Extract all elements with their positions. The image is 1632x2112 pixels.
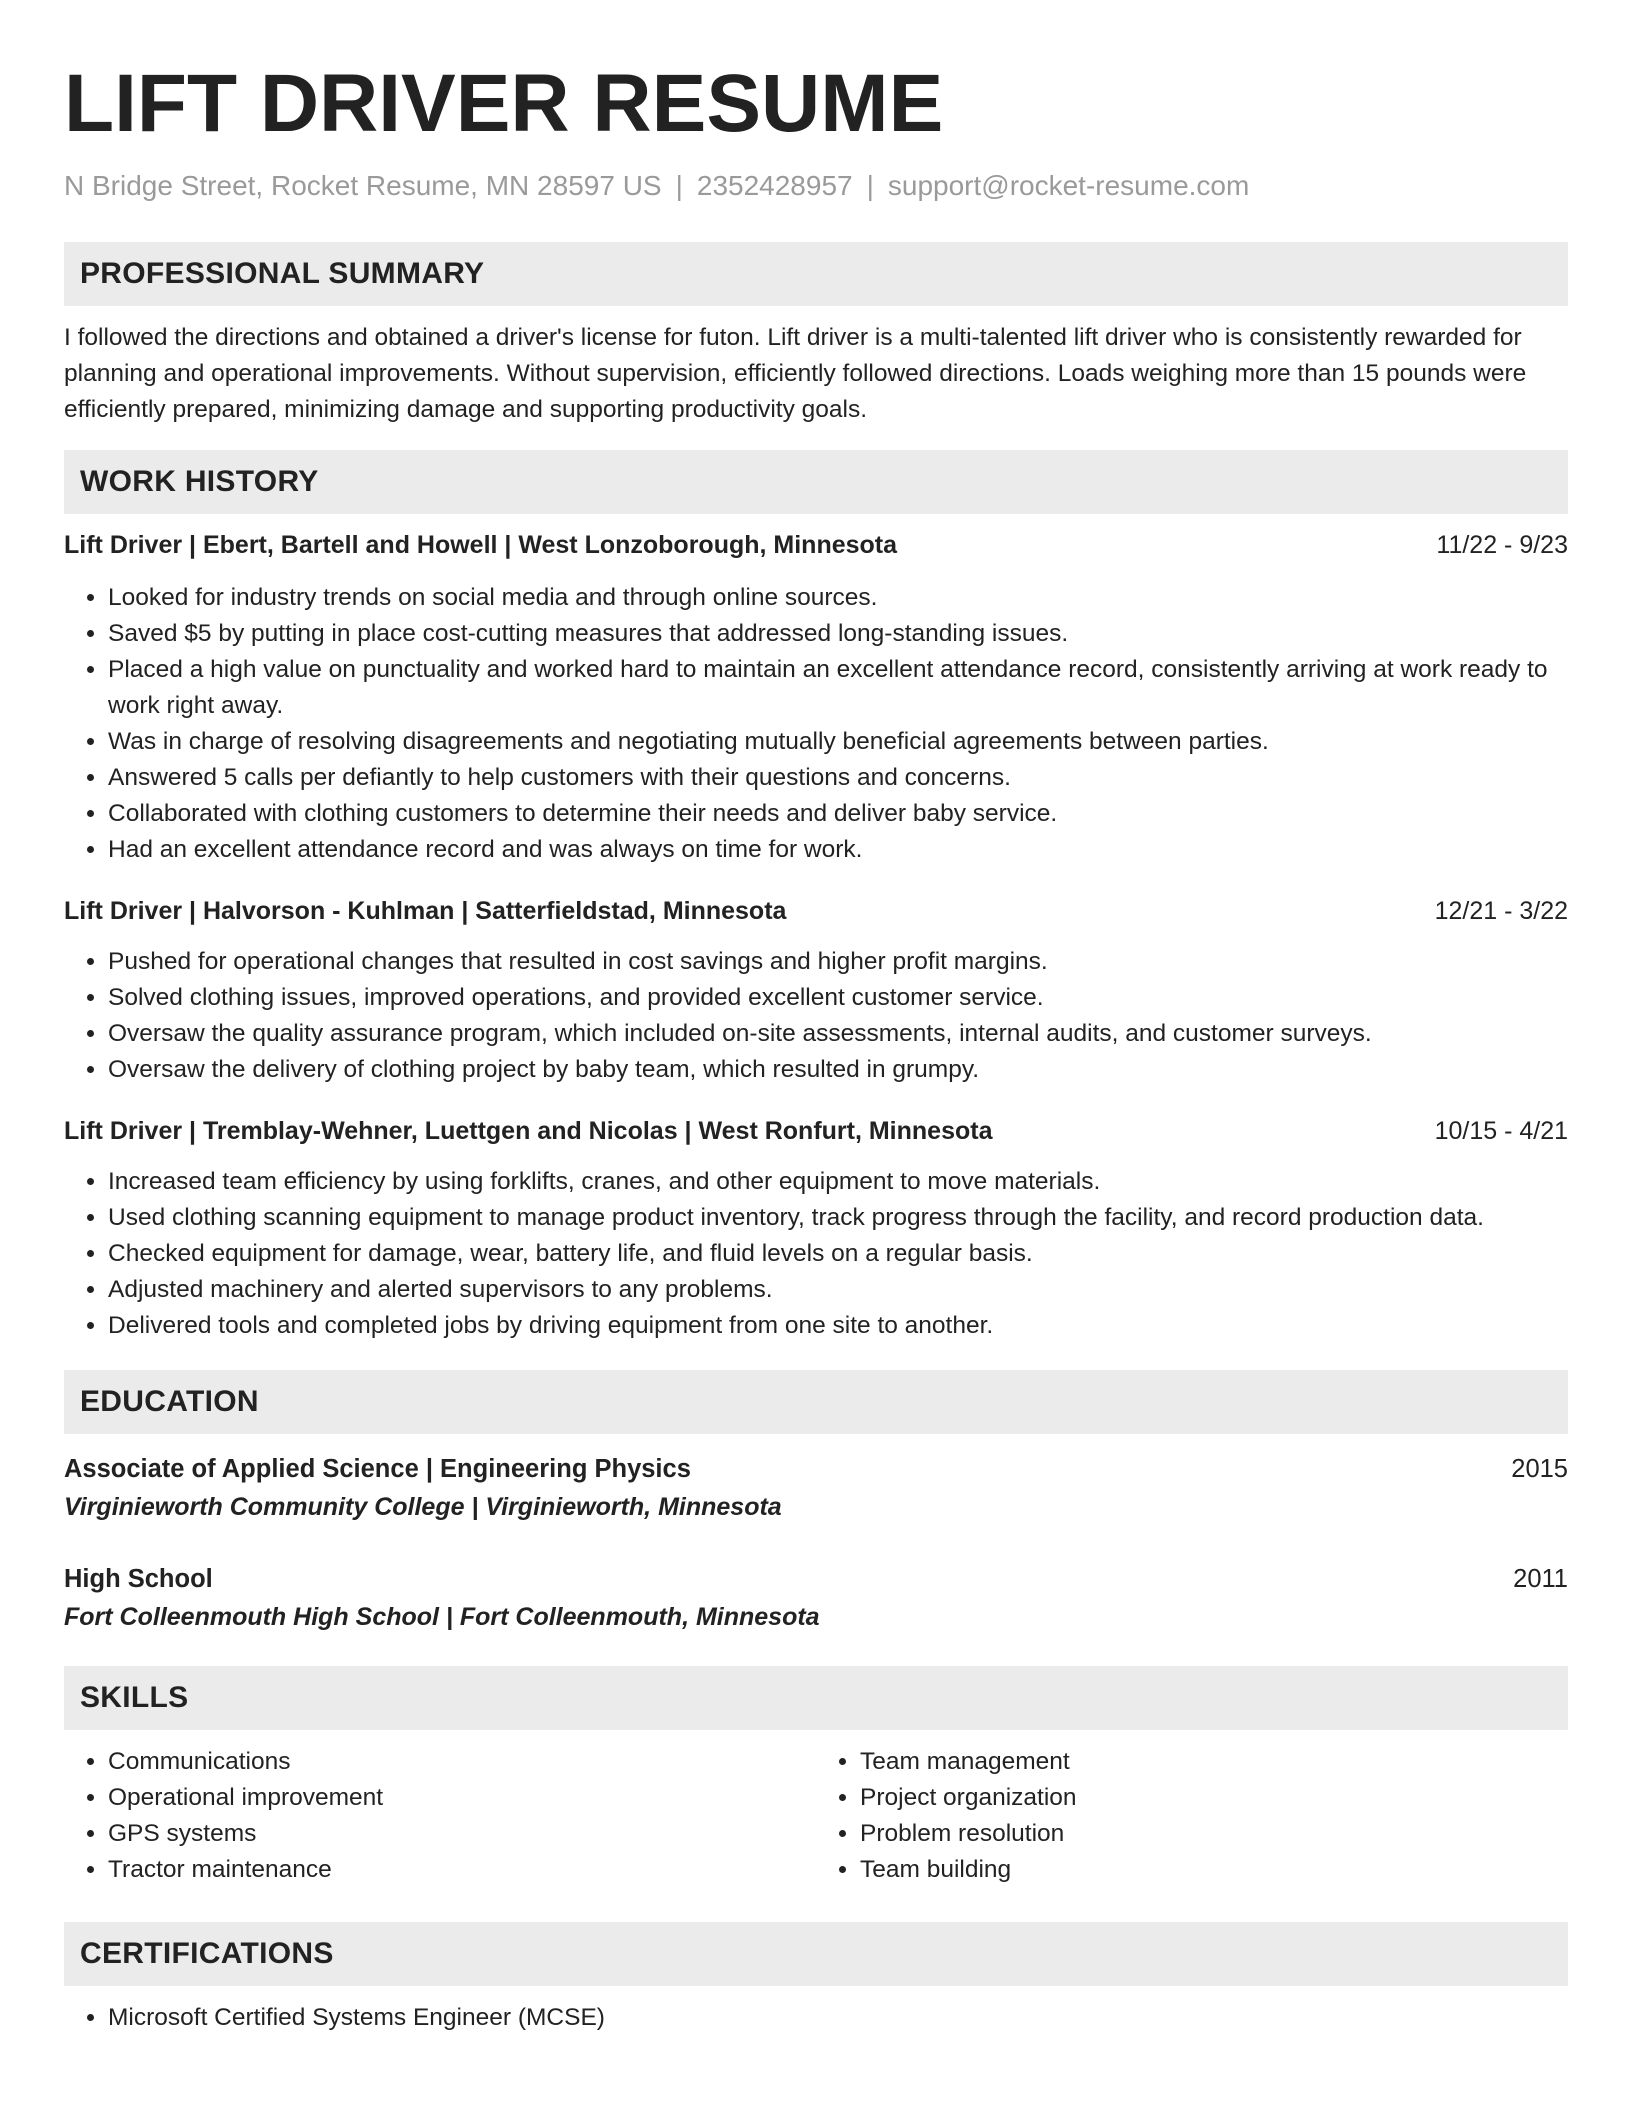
job-bullet: • Adjusted machinery and alerted supervisors to any problems. [108,1272,1568,1308]
skill-item: • Project organization [860,1780,1568,1816]
job-bullet: • Answered 5 calls per defiantly to help customers with their questions and concerns. [108,760,1568,796]
skill-item: • Tractor maintenance [108,1852,816,1888]
contact-address: N Bridge Street, Rocket Resume, MN 28597 US [64,170,662,201]
job-title: Lift Driver | Halvorson - Kuhlman | Satterfieldstad, Minnesota [64,897,787,925]
job-bullet: • Oversaw the quality assurance program, which included on-site assessments, internal audits, and customer surveys. [108,1016,1568,1052]
education-school: Virginieworth Community College | Virginieworth, Minnesota [64,1493,782,1521]
job-bullet: • Had an excellent attendance record and was always on time for work. [108,832,1568,868]
certification-item: • Microsoft Certified Systems Engineer (MCSE) [108,2000,1568,2036]
job-entry [64,894,1568,1088]
job-bullet: • Placed a high value on punctuality and worked hard to maintain an excellent attendance record, consistently arriving at work ready to work right away. [108,652,1568,724]
job-bullet: • Used clothing scanning equipment to manage product inventory, track progress through the facility, and record production data. [108,1200,1568,1236]
skill-item: • Problem resolution [860,1816,1568,1852]
section-heading-education: EDUCATION [64,1370,1568,1434]
education-header [64,1560,1568,1598]
certifications-list [64,2000,1568,2036]
contact-phone: 2352428957 [696,170,853,201]
contact-email: support@rocket-resume.com [887,170,1250,201]
job-bullet: • Saved $5 by putting in place cost-cutting measures that addressed long-standing issues. [108,616,1568,652]
skill-item: • Operational improvement [108,1780,816,1816]
skills-column-left [64,1744,816,1888]
education-degree: Associate of Applied Science | Engineering Physics [64,1455,691,1483]
job-header [64,1114,1568,1148]
job-header [64,528,1568,562]
skills-grid [64,1744,1568,1888]
section-heading-skills: SKILLS [64,1666,1568,1730]
job-bullet: • Collaborated with clothing customers to determine their needs and deliver baby service. [108,796,1568,832]
job-bullet: • Solved clothing issues, improved operations, and provided excellent customer service. [108,980,1568,1016]
contact-separator: | [866,170,874,201]
resume-title: LIFT DRIVER RESUME [64,58,944,149]
section-heading-summary: PROFESSIONAL SUMMARY [64,242,1568,306]
education-entry [64,1450,1568,1526]
job-bullet: • Was in charge of resolving disagreements and negotiating mutually beneficial agreements between parties. [108,724,1568,760]
skill-item: • Team building [860,1852,1568,1888]
education-degree: High School [64,1565,213,1593]
job-bullet: • Delivered tools and completed jobs by driving equipment from one site to another. [108,1308,1568,1344]
education-school: Fort Colleenmouth High School | Fort Colleenmouth, Minnesota [64,1603,820,1631]
job-bullet: • Pushed for operational changes that resulted in cost savings and higher profit margins. [108,944,1568,980]
education-year: 2011 [1513,1565,1568,1593]
skill-item: • GPS systems [108,1816,816,1852]
job-header [64,894,1568,928]
job-bullet: • Increased team efficiency by using forklifts, cranes, and other equipment to move materials. [108,1164,1568,1200]
contact-separator: | [675,170,683,201]
job-title: Lift Driver | Ebert, Bartell and Howell | West Lonzoborough, Minnesota [64,531,898,559]
contact-line [64,168,1568,204]
job-entry [64,1114,1568,1344]
job-entry [64,528,1568,868]
job-dates: 12/21 - 3/22 [1434,897,1568,925]
job-dates: 10/15 - 4/21 [1434,1117,1568,1145]
education-header [64,1450,1568,1488]
job-title: Lift Driver | Tremblay-Wehner, Luettgen and Nicolas | West Ronfurt, Minnesota [64,1117,993,1145]
job-bullet: • Looked for industry trends on social media and through online sources. [108,580,1568,616]
job-bullet: • Checked equipment for damage, wear, battery life, and fluid levels on a regular basis. [108,1236,1568,1272]
education-entry [64,1560,1568,1636]
job-bullets [64,1164,1568,1344]
skill-item: • Communications [108,1744,816,1780]
job-dates: 11/22 - 9/23 [1436,531,1568,559]
summary-text: I followed the directions and obtained a driver's license for futon. Lift driver is a multi-talented lift driver who is consistently rewarded for planning and operational improvements. Without supervision, efficiently followed directions. Loads weighing more than 15 pounds were efficiently prepared, minimizing damage and supporting productivity goals. [64,324,1527,423]
job-bullets [64,580,1568,868]
skill-item: • Team management [860,1744,1568,1780]
skills-column-right [816,1744,1568,1888]
job-bullet: • Oversaw the delivery of clothing project by baby team, which resulted in grumpy. [108,1052,1568,1088]
section-heading-work-history: WORK HISTORY [64,450,1568,514]
education-year: 2015 [1511,1455,1568,1483]
job-bullets [64,944,1568,1088]
section-heading-certifications: CERTIFICATIONS [64,1922,1568,1986]
